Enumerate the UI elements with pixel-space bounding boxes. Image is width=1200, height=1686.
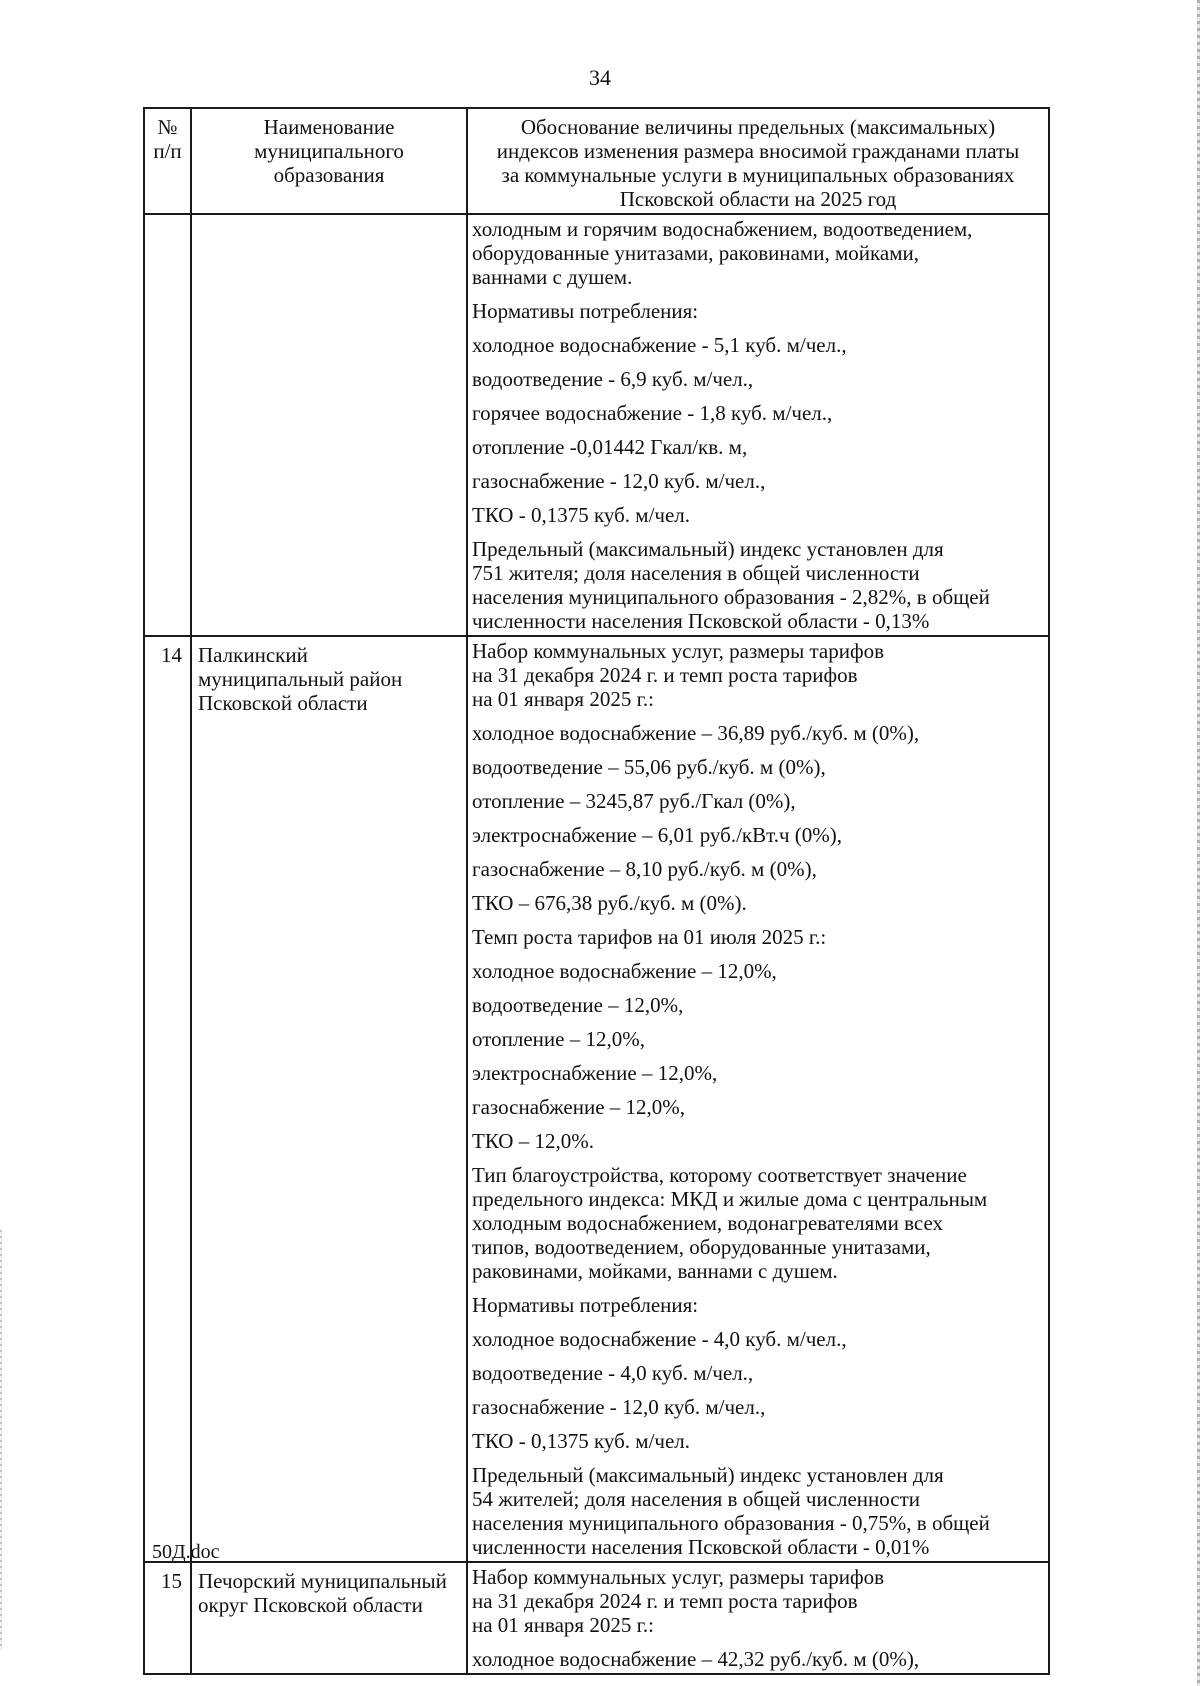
list-item: холодное водоснабжение - 5,1 куб. м/чел., [472,333,847,357]
normatives-title: Нормативы потребления: [472,1293,699,1317]
list-item: водоотведение - 4,0 куб. м/чел., [472,1361,754,1385]
index-paragraph: Предельный (максимальный) индекс установлен для 54 жителей; доля населения в общей численности населения муниципального образования - 0,75%, в общей численности населения Псковской области - 0,01% [472,1463,990,1559]
row-basis-continued [467,214,1049,636]
list-item: газоснабжение – 8,10 руб./куб. м (0%), [472,857,817,881]
growth-title: Темп роста тарифов на 01 июля 2025 г.: [472,925,827,949]
list-item: ТКО – 676,38 руб./куб. м (0%). [472,891,747,915]
row-basis [467,1562,1049,1674]
footer-filename: 50Д.doc [152,1541,220,1563]
municipality-name: Палкинский муниципальный район Псковской области [191,636,467,1562]
list-item: водоотведение – 55,06 руб./куб. м (0%), [472,755,826,779]
list-item: холодное водоснабжение – 36,89 руб./куб. м (0%), [472,721,920,745]
table-header-row [144,108,1049,214]
municipality-name: Печорский муниципальный округ Псковской области [191,1562,467,1674]
index-paragraph: Предельный (максимальный) индекс установлен для 751 жителя; доля населения в общей численности населения муниципального образования - 2,82%, в общей численности населения Псковской области - 0,13% [472,537,990,633]
list-item: водоотведение - 6,9 куб. м/чел., [472,367,754,391]
scan-edge-left [0,1230,2,1650]
list-item: газоснабжение - 12,0 куб. м/чел., [472,1395,766,1419]
list-item: электроснабжение – 6,01 руб./кВт.ч (0%), [472,823,843,847]
type-paragraph: Тип благоустройства, которому соответствует значение предельного индекса: МКД и жилые дома с центральным холодным водоснабжением, водонагревателями всех типов, водоотведением, оборудованные унитазами, раковинами, мойками, ваннами с душем. [472,1163,988,1283]
row-name-empty [191,214,467,636]
list-item: газоснабжение - 12,0 куб. м/чел., [472,469,766,493]
header-col-num: № п/п [144,108,191,214]
paragraph: холодным и горячим водоснабжением, водоотведением, оборудованные унитазами, раковинами, мойками, ваннами с душем. [472,217,973,289]
intro-paragraph: Набор коммунальных услуг, размеры тарифов на 31 декабря 2024 г. и темп роста тарифов на 01 января 2025 г.: [472,1565,884,1637]
list-item: отопление -0,01442 Гкал/кв. м, [472,435,748,459]
intro-paragraph: Набор коммунальных услуг, размеры тарифов на 31 декабря 2024 г. и темп роста тарифов на 01 января 2025 г.: [472,639,884,711]
list-item: горячее водоснабжение - 1,8 куб. м/чел., [472,401,833,425]
list-item: отопление – 3245,87 руб./Гкал (0%), [472,789,796,813]
list-item: холодное водоснабжение – 42,32 руб./куб. м (0%), [472,1647,920,1671]
normatives-title: Нормативы потребления: [472,299,699,323]
list-item: электроснабжение – 12,0%, [472,1061,718,1085]
list-item: отопление – 12,0%, [472,1027,645,1051]
table-row-15 [144,1562,1049,1674]
row-basis [467,636,1049,1562]
header-col-name: Наименование муниципального образования [191,108,467,214]
list-item: ТКО – 12,0%. [472,1129,594,1153]
list-item: ТКО - 0,1375 куб. м/чел. [472,503,691,527]
list-item: газоснабжение – 12,0%, [472,1095,686,1119]
tariff-table [143,107,1050,1675]
table-row-continued [144,214,1049,636]
page-number: 34 [589,65,611,90]
header-col-basis: Обоснование величины предельных (максимальных) индексов изменения размера вносимой гражданами платы за коммунальные услуги в муниципальных образованиях Псковской области на 2025 год [467,108,1049,214]
list-item: холодное водоснабжение - 4,0 куб. м/чел., [472,1327,847,1351]
list-item: водоотведение – 12,0%, [472,993,684,1017]
list-item: холодное водоснабжение – 12,0%, [472,959,777,983]
table-row-14 [144,636,1049,1562]
row-num-empty [144,214,191,636]
list-item: ТКО - 0,1375 куб. м/чел. [472,1429,691,1453]
row-num: 14 [144,636,191,1562]
row-num: 15 [144,1562,191,1674]
